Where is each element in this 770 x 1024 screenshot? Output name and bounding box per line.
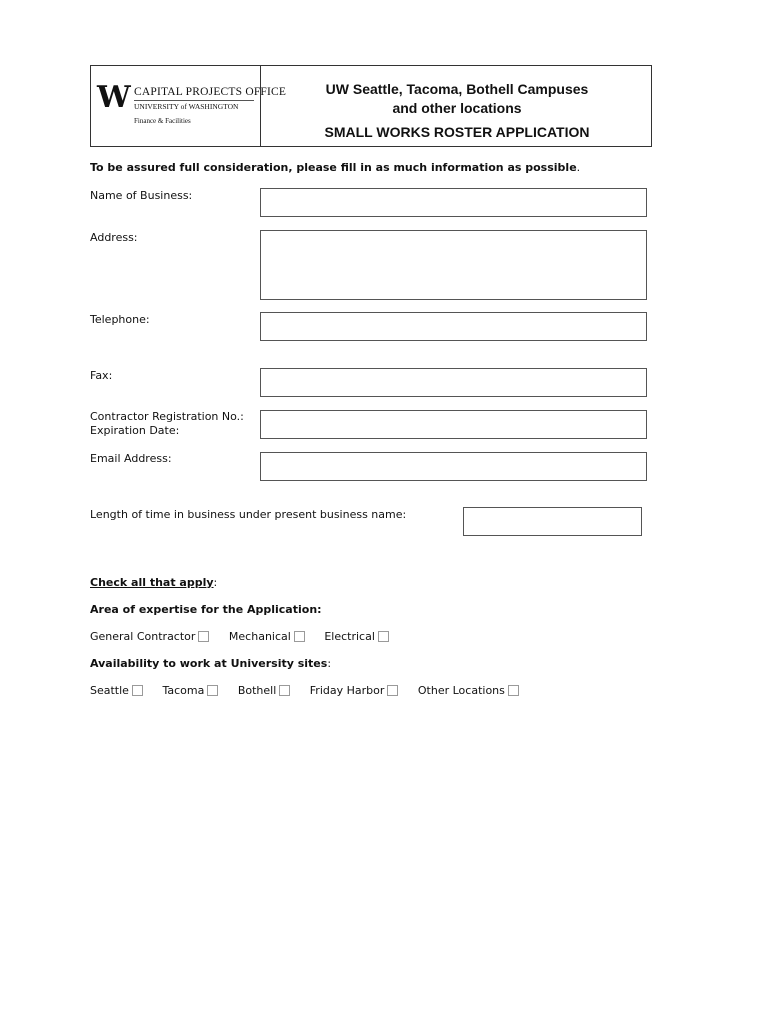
address-field[interactable]	[260, 230, 647, 300]
expiration-date-label: Expiration Date:	[90, 424, 180, 437]
length-in-business-field[interactable]	[463, 507, 642, 536]
site-option-label: Bothell	[237, 684, 277, 697]
site-option-other-locations[interactable]	[418, 684, 519, 698]
uw-w-mark: W	[97, 80, 130, 115]
contractor-reg-field[interactable]	[260, 410, 647, 439]
check-all-label: Check all that apply	[90, 576, 214, 589]
site-option-label: Other Locations	[417, 684, 505, 697]
length-in-business-label: Length of time in business under present business name:	[90, 508, 407, 521]
expertise-option-label: Mechanical	[228, 630, 291, 643]
tacoma-checkbox[interactable]	[207, 685, 218, 696]
fax-field[interactable]	[260, 368, 647, 397]
title-line-2: and other locations	[392, 100, 522, 116]
business-name-label: Name of Business:	[90, 189, 193, 202]
mechanical-checkbox[interactable]	[294, 631, 305, 642]
bothell-checkbox[interactable]	[279, 685, 290, 696]
logo-office-name: CAPITAL PROJECTS OFFICE	[134, 86, 287, 98]
general-contractor-checkbox[interactable]	[198, 631, 209, 642]
expertise-option-mechanical[interactable]	[229, 630, 305, 644]
form-header	[90, 65, 652, 147]
address-label: Address:	[90, 231, 138, 244]
site-option-label: Friday Harbor	[309, 684, 385, 697]
expertise-options	[90, 630, 389, 644]
email-label: Email Address:	[90, 452, 172, 465]
seattle-checkbox[interactable]	[132, 685, 143, 696]
availability-colon: :	[327, 657, 332, 670]
expertise-option-label: General Contractor	[90, 630, 196, 643]
check-all-heading	[90, 576, 217, 590]
site-option-friday-harbor[interactable]	[310, 684, 399, 698]
check-all-colon: :	[213, 576, 218, 589]
site-option-label: Seattle	[90, 684, 129, 697]
site-option-tacoma[interactable]	[162, 684, 218, 698]
logo-rule	[134, 100, 254, 101]
expertise-option-general-contractor[interactable]	[90, 630, 209, 644]
telephone-label: Telephone:	[90, 313, 150, 326]
contractor-reg-label: Contractor Registration No.:	[90, 410, 244, 423]
expertise-option-label: Electrical	[324, 630, 375, 643]
friday-harbor-checkbox[interactable]	[387, 685, 398, 696]
telephone-field[interactable]	[260, 312, 647, 341]
intro-period: .	[576, 161, 581, 174]
fax-label: Fax:	[90, 369, 113, 382]
email-field[interactable]	[260, 452, 647, 481]
business-name-field[interactable]	[260, 188, 647, 217]
other-locations-checkbox[interactable]	[508, 685, 519, 696]
site-option-bothell[interactable]	[238, 684, 290, 698]
intro-text	[90, 161, 580, 175]
expertise-option-electrical[interactable]	[324, 630, 389, 644]
expertise-heading: Area of expertise for the Application:	[90, 603, 322, 616]
availability-options	[90, 684, 519, 698]
logo-department: Finance & Facilities	[134, 117, 191, 125]
logo-university: UNIVERSITY of WASHINGTON	[134, 102, 239, 111]
form-subtitle: SMALL WORKS ROSTER APPLICATION	[324, 124, 590, 140]
site-option-label: Tacoma	[162, 684, 205, 697]
intro-instruction: To be assured full consideration, please fill in as much information as possible	[90, 161, 577, 174]
electrical-checkbox[interactable]	[378, 631, 389, 642]
availability-label: Availability to work at University sites	[90, 657, 328, 670]
availability-heading	[90, 657, 331, 671]
title-line-1: UW Seattle, Tacoma, Bothell Campuses	[325, 81, 589, 97]
site-option-seattle[interactable]	[90, 684, 143, 698]
